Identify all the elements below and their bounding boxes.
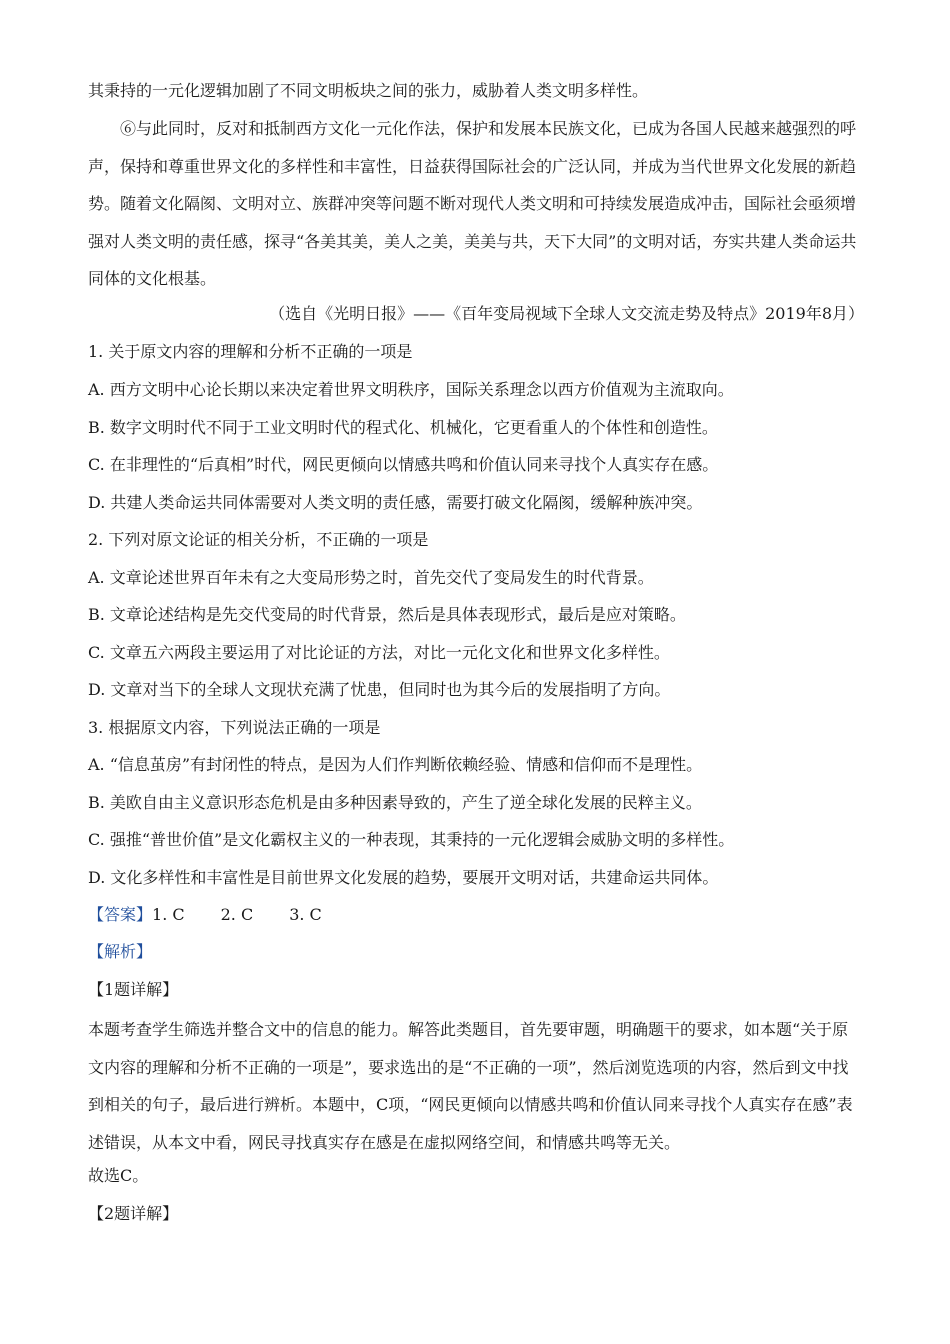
question-2-option-b: B. 文章论述结构是先交代变局的时代背景，然后是具体表现形式，最后是应对策略。 (88, 605, 686, 624)
question-2-stem: 2. 下列对原文论证的相关分析，不正确的一项是 (88, 530, 429, 549)
question-1-option-b: B. 数字文明时代不同于工业文明时代的程式化、机械化，它更看重人的个体性和创造性。 (88, 418, 718, 437)
question-3-option-b: B. 美欧自由主义意识形态危机是由多种因素导致的，产生了逆全球化发展的民粹主义。 (88, 793, 702, 812)
question-3-option-c: C. 强推“普世价值”是文化霸权主义的一种表现，其秉持的一元化逻辑会威胁文明的多样性。 (88, 830, 735, 849)
detail-1-conclusion: 故选C。 (88, 1166, 149, 1185)
answer-item-3: 3. C (289, 905, 322, 924)
question-2-option-a: A. 文章论述世界百年未有之大变局形势之时，首先交代了变局发生的时代背景。 (88, 568, 654, 587)
question-1-option-d: D. 共建人类命运共同体需要对人类文明的责任感，需要打破文化隔阂，缓解种族冲突。 (88, 493, 703, 512)
question-3-stem: 3. 根据原文内容，下列说法正确的一项是 (88, 718, 381, 737)
question-1-option-c: C. 在非理性的“后真相”时代，网民更倾向以情感共鸣和价值认同来寻找个人真实存在感。 (88, 455, 719, 474)
analysis-label: 【解析】 (88, 942, 153, 961)
answer-item-1: 1. C (152, 905, 185, 924)
detail-1-text: 本题考查学生筛选并整合文中的信息的能力。解答此类题目，首先要审题，明确题干的要求，如本题“关于原文内容的理解和分析不正确的一项是”，要求选出的是“不正确的一项”，然后浏览选项的内容，然后到文中找到相关的句子，最后进行辨析。本题中，C项，“网民更倾向以情感共鸣和价值认同来寻找个人真实存在感”表述错误，从本文中看，网民寻找真实存在感是在虚拟网络空间，和情感共鸣等无关。 (88, 1020, 853, 1152)
detail-1-title: 【1题详解】 (88, 980, 179, 999)
question-1-option-a: A. 西方文明中心论长期以来决定着世界文明秩序，国际关系理念以西方价值观为主流取向。 (88, 380, 734, 399)
question-1-stem: 1. 关于原文内容的理解和分析不正确的一项是 (88, 342, 413, 361)
answer-item-2: 2. C (220, 905, 254, 924)
question-3-option-d: D. 文化多样性和丰富性是目前世界文化发展的趋势，要展开文明对话，共建命运共同体。 (88, 868, 719, 887)
detail-2-title: 【2题详解】 (88, 1204, 179, 1223)
question-3-option-a: A. “信息茧房”有封闭性的特点，是因为人们作判断依赖经验、情感和信仰而不是理性。 (88, 755, 703, 774)
answer-row (88, 905, 322, 925)
answer-label: 【答案】 (88, 905, 153, 924)
passage-source: （选自《光明日报》——《百年变局视域下全球人文交流走势及特点》2019年8月） (269, 304, 864, 323)
passage-paragraph-tail: 其秉持的一元化逻辑加剧了不同文明板块之间的张力，威胁着人类文明多样性。 (88, 81, 649, 100)
question-2-option-d: D. 文章对当下的全球人文现状充满了忧患，但同时也为其今后的发展指明了方向。 (88, 680, 671, 699)
question-2-option-c: C. 文章五六两段主要运用了对比论证的方法，对比一元化文化和世界文化多样性。 (88, 643, 670, 662)
passage-paragraph-6: ⑥与此同时，反对和抵制西方文化一元化作法，保护和发展本民族文化，已成为各国人民越来越强烈的呼声，保持和尊重世界文化的多样性和丰富性，日益获得国际社会的广泛认同，并成为当代世界文化发展的新趋势。随着文化隔阂、文明对立、族群冲突等问题不断对现代人类文明和可持续发展造成冲击，国际社会亟须增强对人类文明的责任感，探寻“各美其美，美人之美，美美与共，天下大同”的文明对话，夯实共建人类命运共同体的文化根基。 (88, 119, 857, 288)
